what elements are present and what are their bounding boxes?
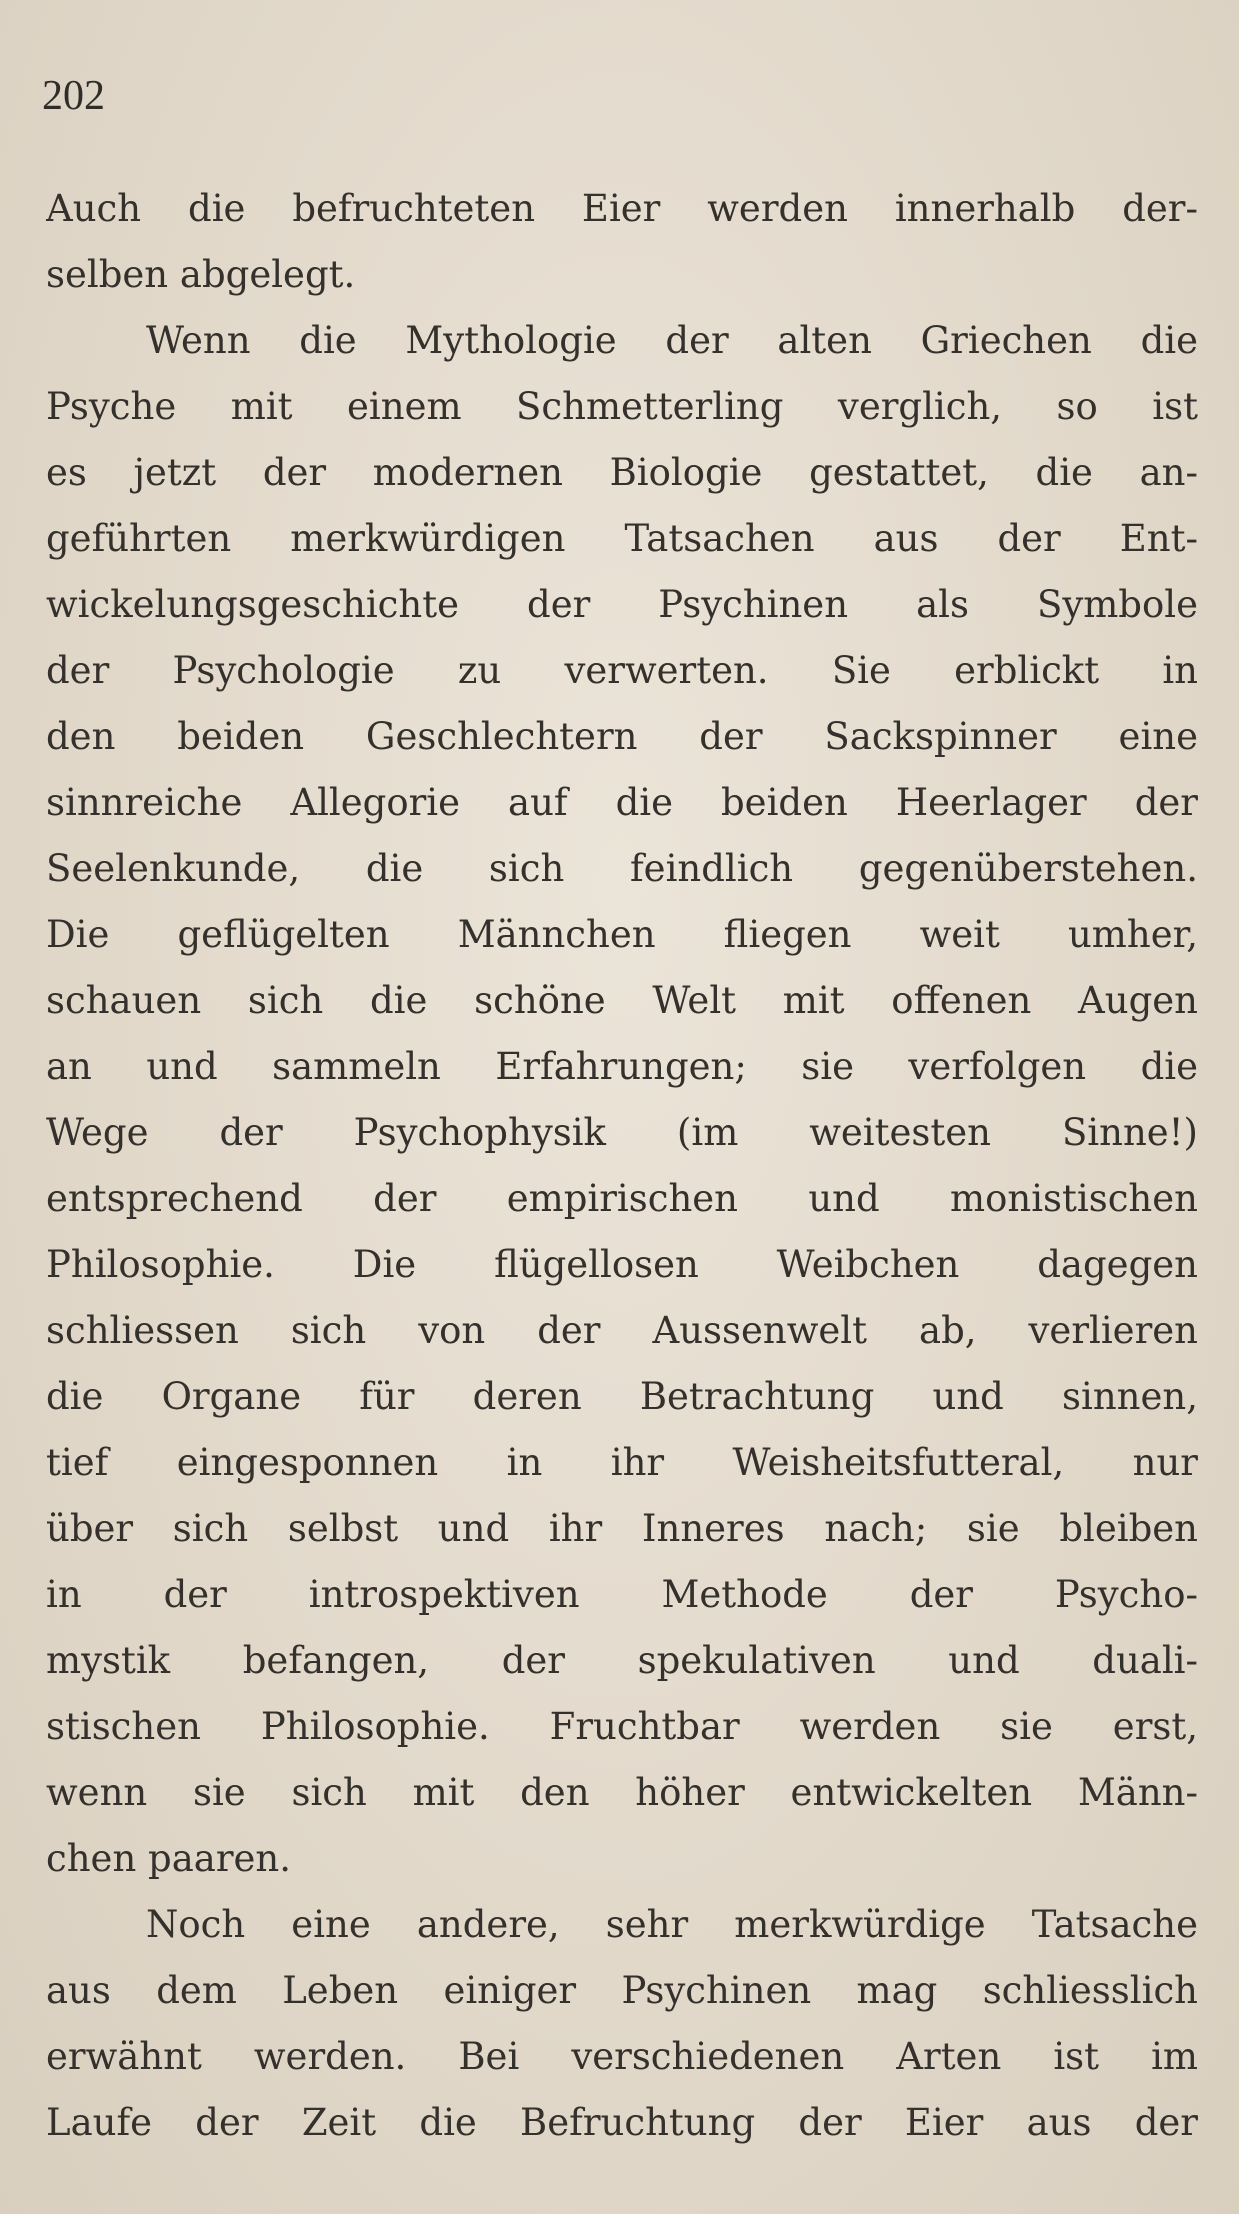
text-line: chen paaren. bbox=[46, 1837, 292, 1880]
text-line: Psyche mit einem Schmetterling verglich, so ist bbox=[46, 385, 1198, 428]
body-text bbox=[46, 176, 1198, 2156]
text-line: schauen sich die schöne Welt mit offenen Augen bbox=[46, 979, 1198, 1022]
text-line: Wenn die Mythologie der alten Griechen die bbox=[146, 319, 1198, 362]
text-line: über sich selbst und ihr Inneres nach; sie bleiben bbox=[46, 1507, 1198, 1550]
text-line: an und sammeln Erfahrungen; sie verfolgen die bbox=[46, 1045, 1198, 1088]
text-line: in der introspektiven Methode der Psycho- bbox=[46, 1573, 1198, 1616]
text-line: erwähnt werden. Bei verschiedenen Arten ist im bbox=[46, 2035, 1198, 2078]
text-line: geführten merkwürdigen Tatsachen aus der Ent- bbox=[46, 517, 1198, 560]
text-line: selben abgelegt. bbox=[46, 253, 356, 296]
text-line: den beiden Geschlechtern der Sackspinner eine bbox=[46, 715, 1198, 758]
text-line: Laufe der Zeit die Befruchtung der Eier aus der bbox=[46, 2101, 1198, 2144]
text-line: entsprechend der empirischen und monistischen bbox=[46, 1177, 1198, 1220]
text-line: Die geflügelten Männchen fliegen weit umher, bbox=[46, 913, 1198, 956]
text-line: schliessen sich von der Aussenwelt ab, verlieren bbox=[46, 1309, 1198, 1352]
text-line: die Organe für deren Betrachtung und sinnen, bbox=[46, 1375, 1198, 1418]
text-line: sinnreiche Allegorie auf die beiden Heerlager der bbox=[46, 781, 1198, 824]
text-line: Noch eine andere, sehr merkwürdige Tatsache bbox=[146, 1903, 1198, 1946]
text-line: der Psychologie zu verwerten. Sie erblickt in bbox=[46, 649, 1198, 692]
text-line: Wege der Psychophysik (im weitesten Sinne!) bbox=[46, 1111, 1198, 1154]
text-line: Seelenkunde, die sich feindlich gegenüberstehen. bbox=[46, 847, 1198, 890]
text-line: stischen Philosophie. Fruchtbar werden sie erst, bbox=[46, 1705, 1198, 1748]
text-line: aus dem Leben einiger Psychinen mag schliesslich bbox=[46, 1969, 1198, 2012]
text-line: wickelungsgeschichte der Psychinen als Symbole bbox=[46, 583, 1198, 626]
text-line: es jetzt der modernen Biologie gestattet, die an- bbox=[46, 451, 1198, 494]
text-line: Philosophie. Die flügellosen Weibchen dagegen bbox=[46, 1243, 1198, 1286]
text-line: tief eingesponnen in ihr Weisheitsfutteral, nur bbox=[46, 1441, 1198, 1484]
text-line: Auch die befruchteten Eier werden innerhalb der- bbox=[46, 187, 1198, 230]
text-line: wenn sie sich mit den höher entwickelten Männ- bbox=[46, 1771, 1198, 1814]
page-number: 202 bbox=[42, 73, 105, 119]
text-line: mystik befangen, der spekulativen und duali- bbox=[46, 1639, 1198, 1682]
